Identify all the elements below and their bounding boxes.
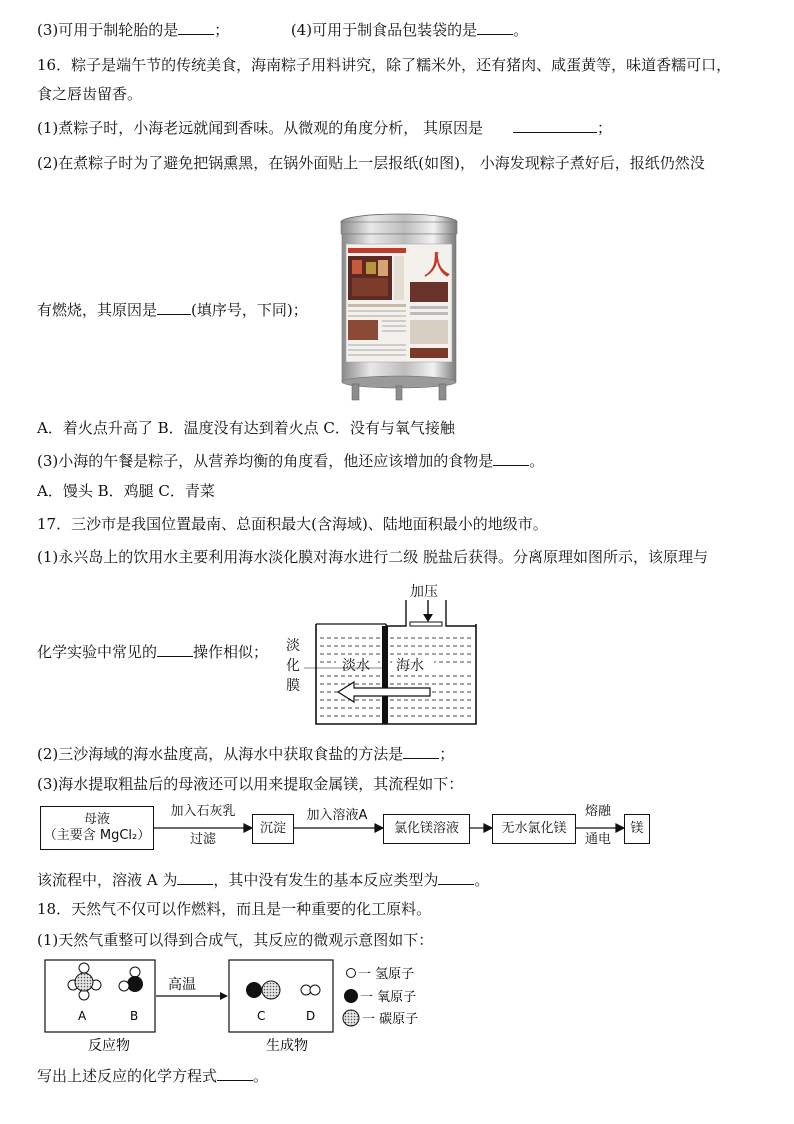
flow-box-mgcl2-solution: 氯化镁溶液 [383, 814, 470, 844]
q15-part4-text: (4)可用于制食品包装袋的是 [290, 21, 478, 39]
q16-part1-end: ； [597, 119, 613, 137]
q16-part2-cont-text: 有燃烧，其原因是 [37, 301, 158, 319]
q15-parts-3-4 [37, 20, 528, 40]
q16-stem-line1: 16．粽子是端午节的传统美食，海南粽子用料讲究，除了糯米外，还有猪肉、咸蛋黄等，味道香糯可口， [37, 56, 732, 74]
q16-part1 [37, 118, 612, 138]
products-caption: 生成物 [266, 1038, 308, 1054]
answer-blank[interactable] [157, 642, 193, 657]
answer-blank[interactable] [177, 870, 213, 885]
answer-blank[interactable] [493, 451, 529, 466]
q15-part3-text: (3)可用于制轮胎的是 [37, 21, 179, 39]
q17-part3-q-end: 。 [474, 871, 490, 889]
flow-arrow4-bottom: 通电 [584, 832, 611, 847]
answer-blank[interactable] [217, 1066, 253, 1081]
q17-part1-cont-end: 操作相似； [193, 643, 269, 661]
q17-stem: 17．三沙市是我国位置最南、总面积最大(含海域)、陆地面积最小的地级市。 [37, 515, 548, 533]
q16-part3-text: (3)小海的午餐是粽子，从营养均衡的角度看，他还应该增加的食物是 [37, 452, 494, 470]
q16-part2: (2)在煮粽子时为了避免把锅熏黑，在锅外面贴上一层报纸(如图)， 小海发现粽子煮好后，报纸仍然没 [37, 154, 705, 172]
legend-hydrogen: 一 氢原子 [358, 967, 415, 982]
flow-box-mother-liquor [40, 806, 154, 850]
q17-part1-cont-text: 化学实验中常见的 [37, 643, 158, 661]
q17-part1-cont [37, 642, 268, 662]
molecule-c-label: C [257, 1009, 266, 1023]
molecule-d-label: D [306, 1009, 316, 1023]
flow-box1-line2: （主要含 MgCl₂） [43, 828, 151, 843]
q18-stem: 18．天然气不仅可以作燃料，而且是一种重要的化工原料。 [37, 900, 432, 918]
answer-blank[interactable] [477, 20, 513, 35]
flow-box-precipitate: 沉淀 [252, 814, 294, 844]
q16-part2-options: A．着火点升高了 B．温度没有达到着火点 C．没有与氧气接触 [37, 419, 455, 437]
reaction-micro-diagram [44, 958, 464, 1056]
q17-part3-q-mid: ，其中没有发生的基本反应类型为 [213, 871, 439, 889]
q17-part3-q-text: 该流程中，溶液 A 为 [37, 871, 178, 889]
membrane-label-2: 化 [286, 658, 300, 674]
flow-arrow1-bottom: 过滤 [189, 832, 216, 847]
flow-box-anhydrous-mgcl2: 无水氯化镁 [492, 814, 576, 844]
sea-water-label: 海水 [396, 658, 424, 674]
answer-blank[interactable] [403, 744, 439, 759]
q16-part3-end: 。 [529, 452, 545, 470]
pressure-label: 加压 [410, 584, 438, 600]
desalination-diagram [282, 580, 482, 726]
molecule-a-label: A [78, 1009, 87, 1023]
flow-arrow4-top: 熔融 [584, 804, 611, 819]
flow-arrow2-top: 加入溶液A [306, 808, 368, 823]
flow-box1-line1: 母液 [83, 812, 110, 827]
flow-box-magnesium: 镁 [624, 814, 650, 844]
q17-part2-text: (2)三沙海域的海水盐度高，从海水中获取食盐的方法是 [37, 745, 404, 763]
q16-stem-line2: 食之唇齿留香。 [37, 85, 143, 103]
condition-label: 高温 [168, 977, 196, 993]
q17-part3: (3)海水提取粗盐后的母液还可以用来提取金属镁，其流程如下： [37, 775, 464, 793]
membrane-label-1: 淡 [286, 638, 300, 654]
legend-carbon: 一 碳原子 [362, 1012, 419, 1027]
molecule-b-label: B [130, 1009, 139, 1023]
legend-oxygen: 一 氧原子 [360, 990, 417, 1005]
q18-part1: (1)天然气重整可以得到合成气，其反应的微观示意图如下： [37, 931, 434, 949]
answer-blank[interactable] [157, 300, 191, 315]
q16-part1-text: (1)煮粽子时，小海老远就闻到香味。从微观的角度分析， 其原因是 [37, 119, 484, 137]
q15-part3-end: ； [214, 21, 230, 39]
q17-part3-question [37, 870, 489, 890]
q15-part4-end: 。 [513, 21, 529, 39]
q17-part2-end: ； [439, 745, 455, 763]
q16-part3-options: A．馒头 B．鸡腿 C．青菜 [37, 482, 215, 500]
flow-arrow1-top: 加入石灰乳 [170, 804, 236, 819]
newspaper-headline: 人 [424, 251, 451, 281]
answer-blank[interactable] [438, 870, 474, 885]
q18-part1-question [37, 1066, 268, 1086]
q16-part3 [37, 451, 544, 471]
fresh-water-label: 淡水 [342, 658, 370, 674]
q17-part2 [37, 744, 454, 764]
q16-part2-cont-end: (填序号，下同)； [191, 301, 308, 319]
q17-part1: (1)永兴岛上的饮用水主要利用海水淡化膜对海水进行二级 脱盐后获得。分离原理如图所示，该原理与 [37, 548, 709, 566]
reactants-caption: 反应物 [88, 1038, 130, 1054]
q18-part1-q-end: 。 [253, 1067, 269, 1085]
answer-blank[interactable] [178, 20, 214, 35]
answer-blank[interactable] [513, 118, 597, 133]
q18-part1-q-text: 写出上述反应的化学方程式 [37, 1067, 218, 1085]
pot-newspaper-figure [338, 212, 460, 404]
membrane-label-3: 膜 [286, 678, 300, 694]
q16-part2-cont [37, 300, 308, 320]
magnesium-flow-chart [40, 804, 660, 854]
